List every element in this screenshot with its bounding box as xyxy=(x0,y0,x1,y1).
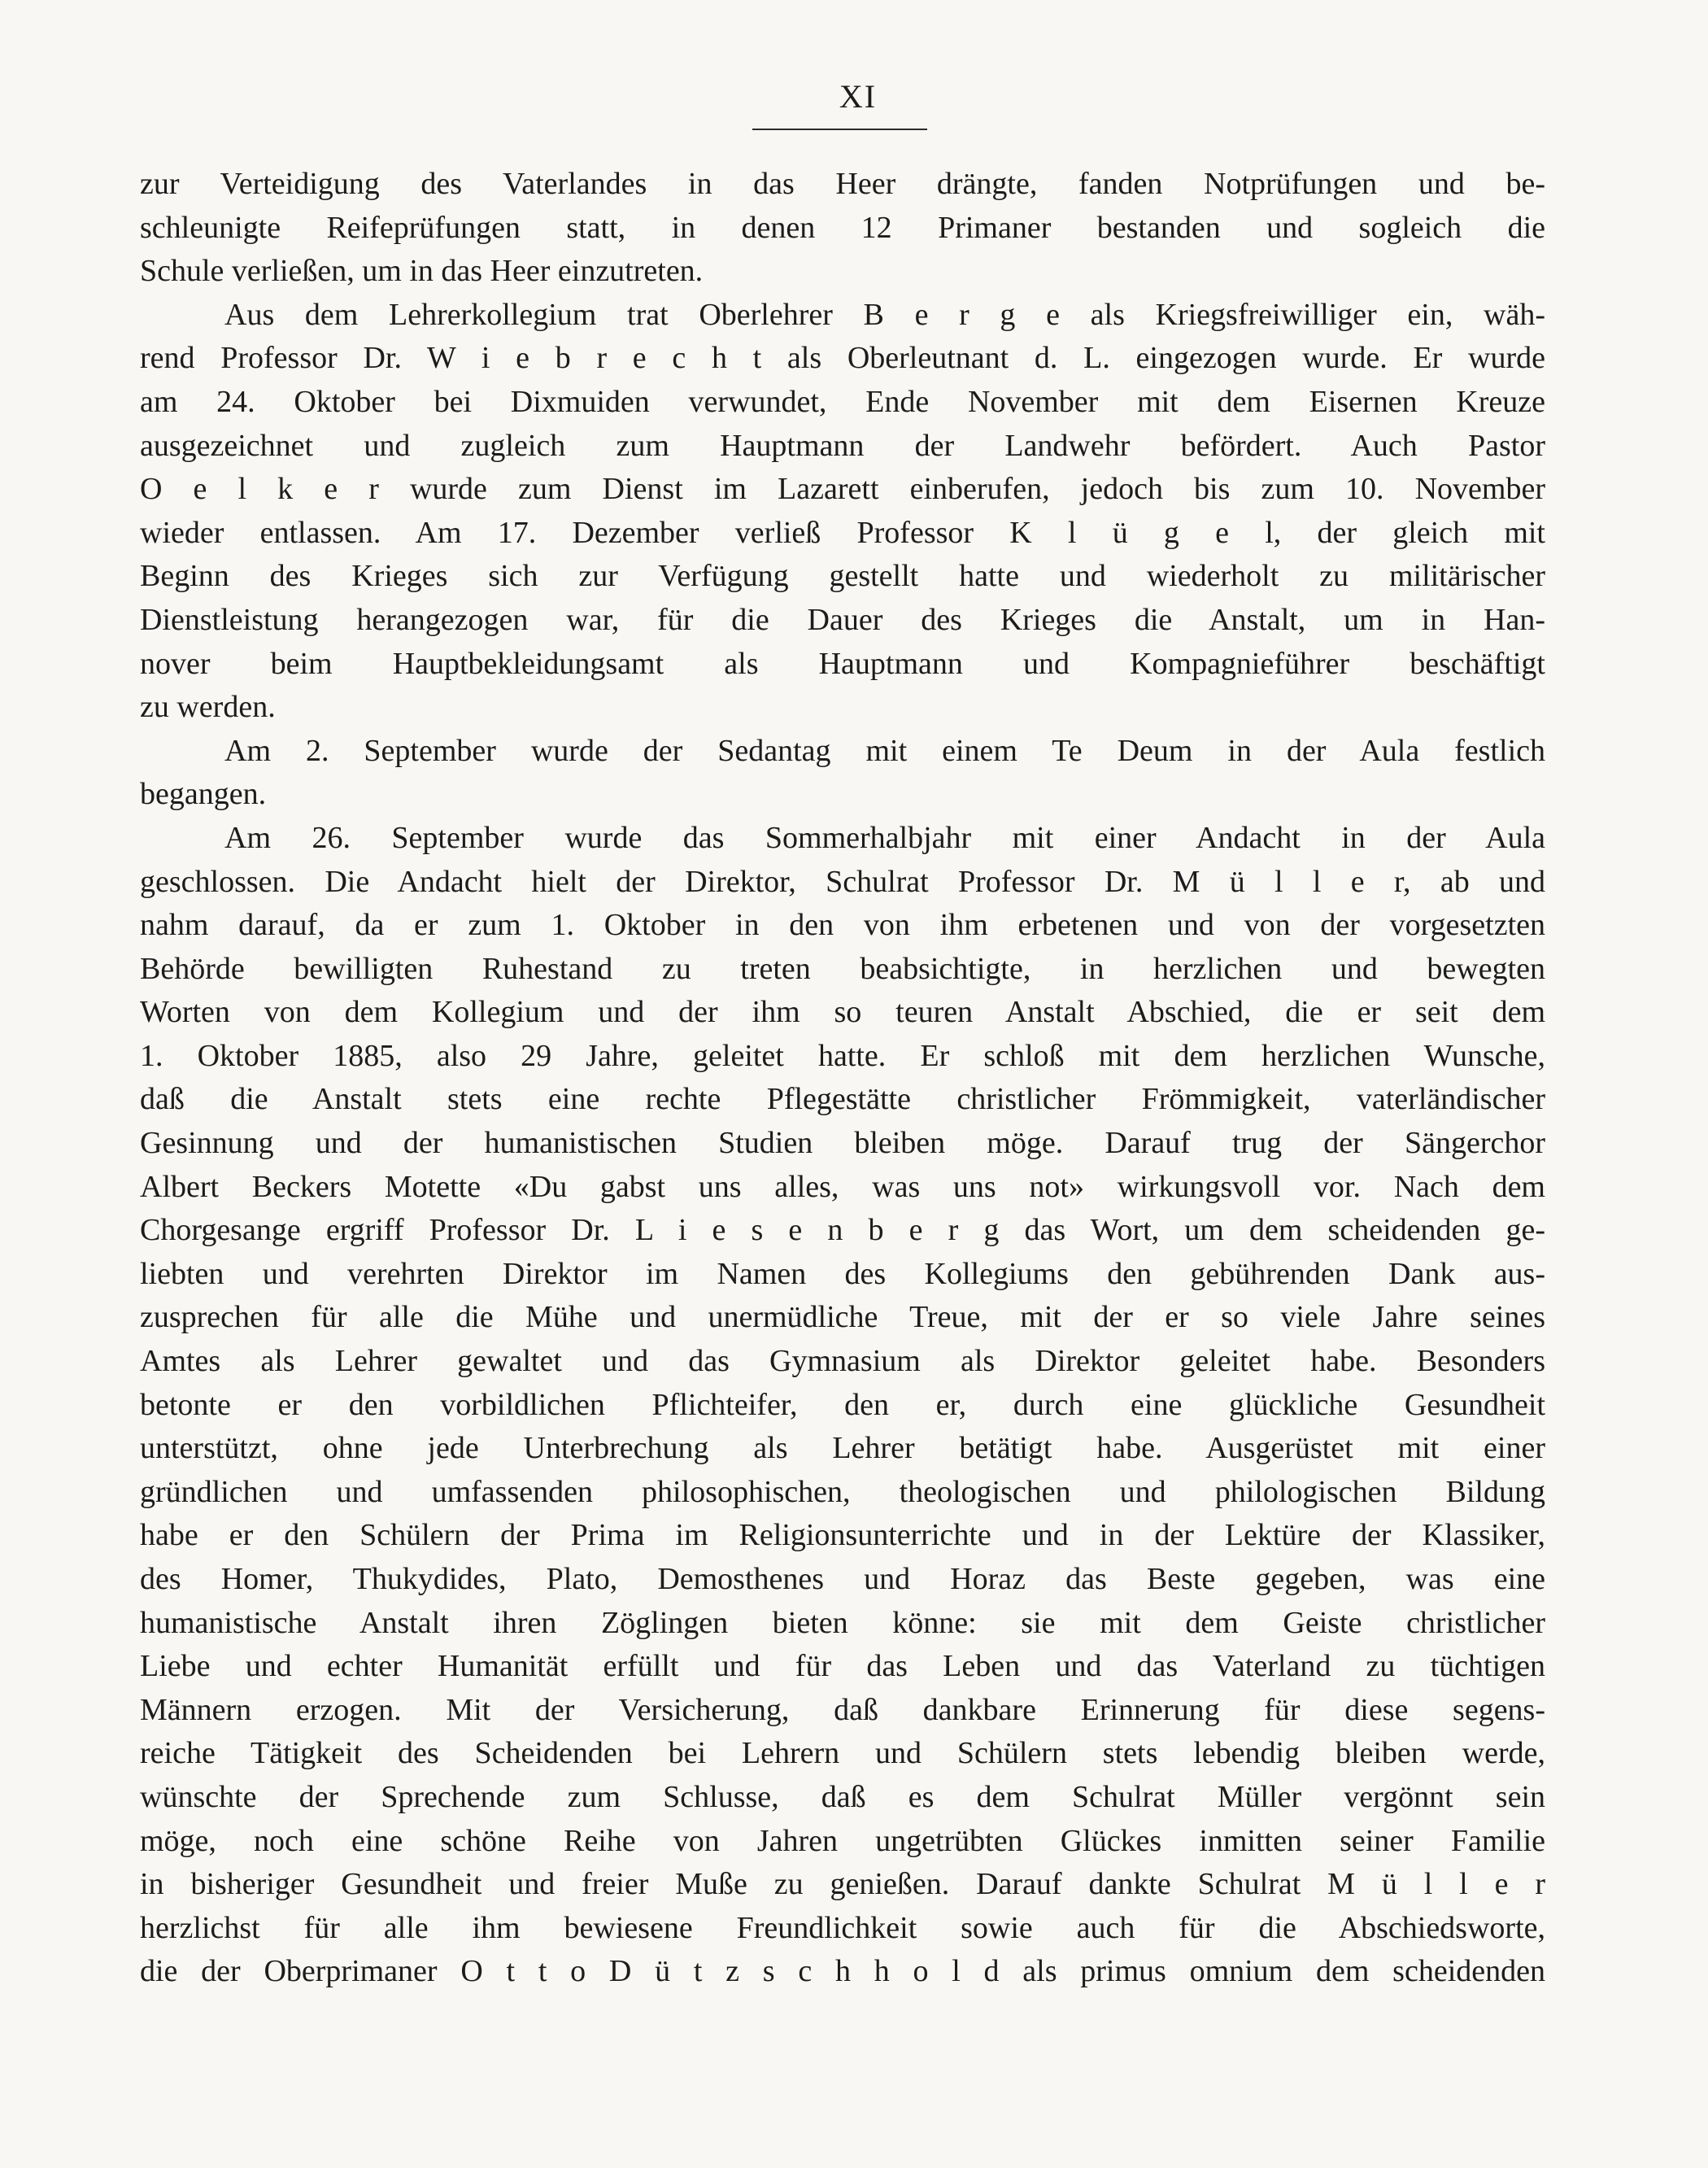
text-line: humanistische Anstalt ihren Zöglingen bieten könne: sie mit dem Geiste christlicher xyxy=(140,1605,1545,1640)
text-line: O e l k e r wurde zum Dienst im Lazarett einberufen, jedoch bis zum 10. November xyxy=(140,472,1545,507)
text-line: Worten von dem Kollegium und der ihm so teuren Anstalt Abschied, die er seit dem xyxy=(140,995,1545,1030)
text-line: Schule verließen, um in das Heer einzutreten. xyxy=(140,254,704,289)
text-line: zusprechen für alle die Mühe und unermüdliche Treue, mit der er so viele Jahre seines xyxy=(140,1300,1545,1335)
text-line: schleunigte Reifeprüfungen statt, in denen 12 Primaner bestanden und sogleich die xyxy=(140,210,1545,245)
text-line: am 24. Oktober bei Dixmuiden verwundet, Ende November mit dem Eisernen Kreuze xyxy=(140,384,1545,419)
text-line: liebten und verehrten Direktor im Namen des Kollegiums den gebührenden Dank aus- xyxy=(140,1256,1545,1291)
text-line: Albert Beckers Motette «Du gabst uns alles, was uns not» wirkungsvoll vor. Nach dem xyxy=(140,1169,1545,1204)
text-line: rend Professor Dr. W i e b r e c h t als Oberleutnant d. L. eingezogen wurde. Er wurde xyxy=(140,341,1545,376)
text-line: 1. Oktober 1885, also 29 Jahre, geleitet hatte. Er schloß mit dem herzlichen Wunsche, xyxy=(140,1038,1545,1073)
text-line: Liebe und echter Humanität erfüllt und für das Leben und das Vaterland zu tüchtigen xyxy=(140,1649,1545,1684)
text-line: möge, noch eine schöne Reihe von Jahren ungetrübten Glückes inmitten seiner Familie xyxy=(140,1823,1545,1858)
text-line: Dienstleistung herangezogen war, für die Dauer des Krieges die Anstalt, um in Han- xyxy=(140,602,1545,637)
text-line: Aus dem Lehrerkollegium trat Oberlehrer B e r g e als Kriegsfreiwilliger ein, wäh- xyxy=(224,297,1545,332)
text-line: betonte er den vorbildlichen Pflichteifer, den er, durch eine glückliche Gesundheit xyxy=(140,1387,1545,1422)
text-line: Amtes als Lehrer gewaltet und das Gymnasium als Direktor geleitet habe. Besonders xyxy=(140,1344,1545,1379)
text-line: ausgezeichnet und zugleich zum Hauptmann der Landwehr befördert. Auch Pastor xyxy=(140,428,1545,463)
text-line: gründlichen und umfassenden philosophischen, theologischen und philologischen Bildung xyxy=(140,1474,1545,1509)
body-text xyxy=(140,163,1545,1994)
text-line: die der Oberprimaner O t t o D ü t z s c h h o l d als primus omnium dem scheidenden xyxy=(140,1954,1545,1989)
text-line: Chorgesange ergriff Professor Dr. L i e s e n b e r g das Wort, um dem scheidenden ge- xyxy=(140,1213,1545,1248)
text-line: habe er den Schülern der Prima im Religionsunterrichte und in der Lektüre der Klassiker, xyxy=(140,1518,1545,1553)
text-line: Behörde bewilligten Ruhestand zu treten beabsichtigte, in herzlichen und bewegten xyxy=(140,951,1545,986)
page-number-rule xyxy=(752,129,927,130)
text-line: begangen. xyxy=(140,777,267,812)
text-line: daß die Anstalt stets eine rechte Pflegestätte christlicher Frömmigkeit, vaterländischer xyxy=(140,1082,1545,1117)
text-line: Männern erzogen. Mit der Versicherung, daß dankbare Erinnerung für diese segens- xyxy=(140,1692,1545,1727)
text-line: in bisheriger Gesundheit und freier Muße zu genießen. Darauf dankte Schulrat M ü l l e r xyxy=(140,1867,1545,1902)
text-line: Am 2. September wurde der Sedantag mit einem Te Deum in der Aula festlich xyxy=(224,733,1545,768)
text-line: nover beim Hauptbekleidungsamt als Hauptmann und Kompagnieführer beschäftigt xyxy=(140,646,1545,681)
text-line: Beginn des Krieges sich zur Verfügung gestellt hatte und wiederholt zu militärischer xyxy=(140,559,1545,594)
text-line: Gesinnung und der humanistischen Studien bleiben möge. Darauf trug der Sängerchor xyxy=(140,1126,1545,1161)
text-line: des Homer, Thukydides, Plato, Demosthenes und Horaz das Beste gegeben, was eine xyxy=(140,1562,1545,1596)
text-line: herzlichst für alle ihm bewiesene Freundlichkeit sowie auch für die Abschiedsworte, xyxy=(140,1910,1545,1945)
text-line: wünschte der Sprechende zum Schlusse, daß es dem Schulrat Müller vergönnt sein xyxy=(140,1779,1545,1814)
text-line: Am 26. September wurde das Sommerhalbjahr mit einer Andacht in der Aula xyxy=(224,820,1545,855)
text-line: unterstützt, ohne jede Unterbrechung als Lehrer betätigt habe. Ausgerüstet mit einer xyxy=(140,1431,1545,1466)
page-number: XI xyxy=(839,78,878,115)
text-line: zu werden. xyxy=(140,690,276,725)
text-line: nahm darauf, da er zum 1. Oktober in den von ihm erbetenen und von der vorgesetzten xyxy=(140,908,1545,943)
text-line: zur Verteidigung des Vaterlandes in das Heer drängte, fanden Notprüfungen und be- xyxy=(140,167,1545,201)
text-line: reiche Tätigkeit des Scheidenden bei Lehrern und Schülern stets lebendig bleiben werde, xyxy=(140,1736,1545,1771)
text-line: wieder entlassen. Am 17. Dezember verließ Professor K l ü g e l, der gleich mit xyxy=(140,515,1545,550)
text-line: geschlossen. Die Andacht hielt der Direktor, Schulrat Professor Dr. M ü l l e r, ab und xyxy=(140,864,1545,899)
